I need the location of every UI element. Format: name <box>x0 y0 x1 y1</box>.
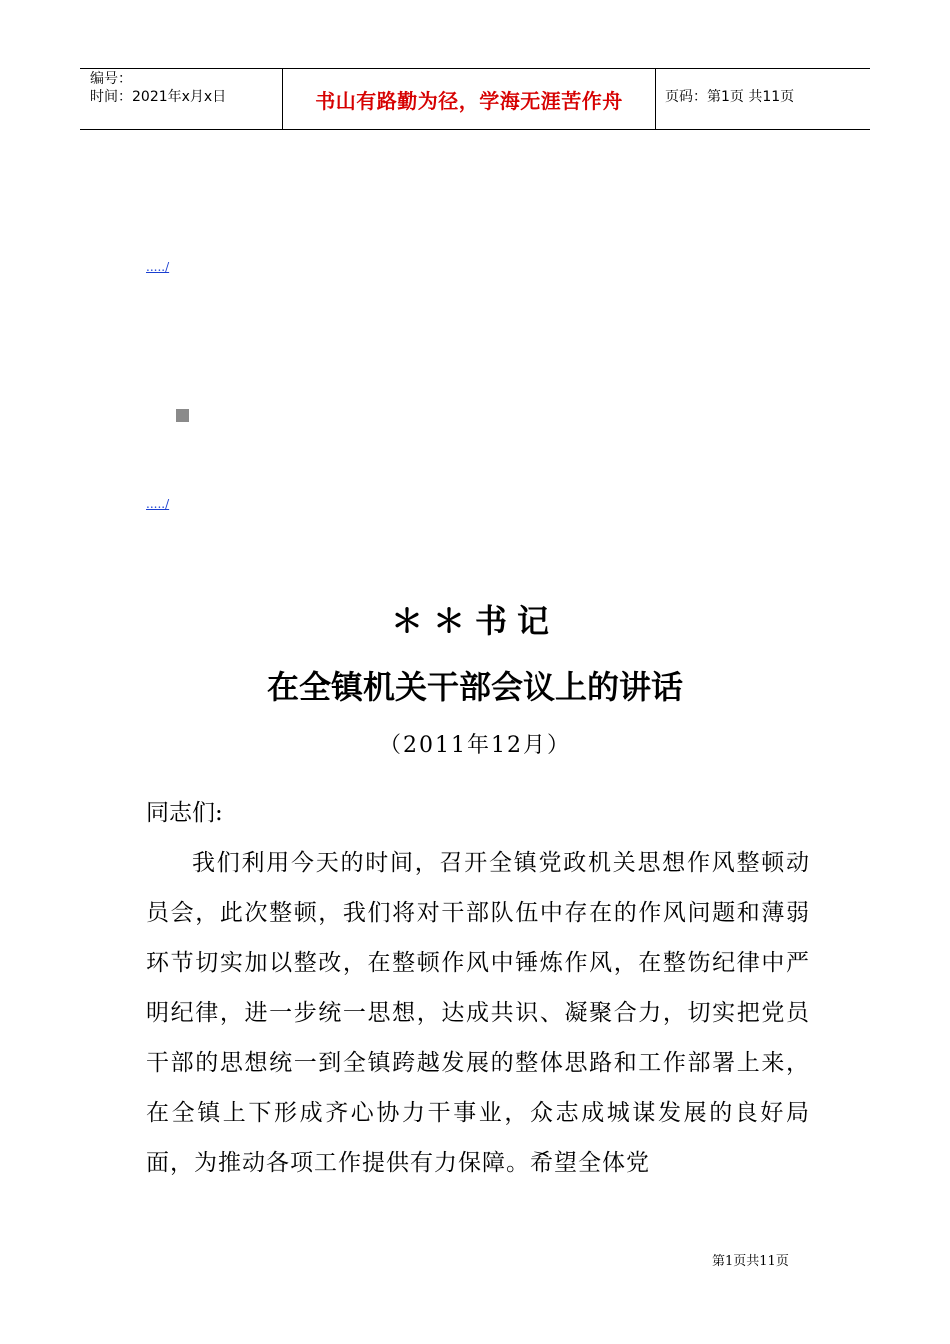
document-time-label: 时间：2021年x月x日 <box>90 89 227 105</box>
header-page-info: 页码：第1页 共11页 <box>665 89 795 105</box>
document-title-line2: 在全镇机关干部会议上的讲话 <box>266 668 683 706</box>
header-motto: 书山有路勤为径，学海无涯苦作舟 <box>315 89 623 113</box>
square-icon <box>176 409 189 422</box>
document-body <box>146 788 810 1188</box>
header-table <box>80 68 870 130</box>
link-2[interactable]: ...../ <box>146 497 170 511</box>
header-page-cell <box>655 69 870 129</box>
header-meta-cell <box>80 69 282 129</box>
link-1[interactable]: ...../ <box>146 260 170 274</box>
salutation: 同志们: <box>146 800 223 826</box>
document-number-label: 编号： <box>90 71 132 87</box>
document-date: （2011年12月） <box>379 733 571 758</box>
footer-page-number: 第1页共11页 <box>712 1254 789 1269</box>
document-title-line1: ＊＊书记 <box>390 602 559 640</box>
body-paragraph: 我们利用今天的时间，召开全镇党政机关思想作风整顿动员会，此次整顿，我们将对干部队伍中存在的作风问题和薄弱环节切实加以整改，在整顿作风中锤炼作风，在整饬纪律中严明纪律，进一步统一思想，达成共识、凝聚合力，切实把党员干部的思想统一到全镇跨越发展的整体思路和工作部署上来，在全镇上下形成齐心协力干事业，众志成城谋发展的良好局面，为推动各项工作提供有力保障。希望全体党 <box>146 850 810 1176</box>
header-motto-cell <box>282 69 656 129</box>
